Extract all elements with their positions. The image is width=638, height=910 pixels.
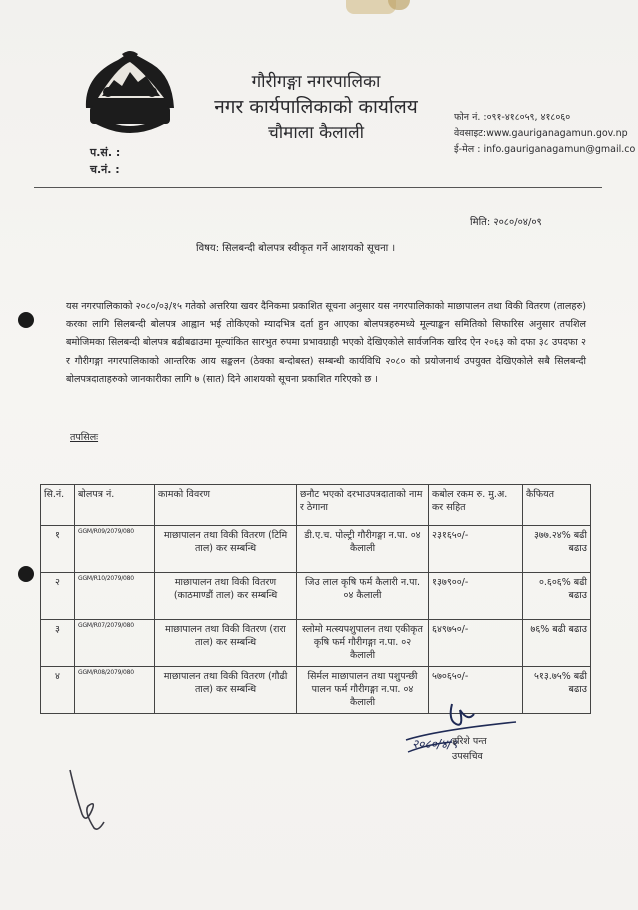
office-name: नगर कार्यपालिकाको कार्यालय (214, 96, 418, 118)
cell-amount: ५७०६५०/- (429, 667, 523, 714)
cell-bid-no: GGM/R09/2079/080 (75, 526, 155, 573)
cell-sn: ४ (41, 667, 75, 714)
cell-work: माछापालन तथा विकी वितरण (गौढी ताल) कर सम्बन्धि (155, 667, 297, 714)
contact-block (454, 110, 635, 158)
signature-date: २०८०/४/९ (412, 737, 458, 751)
signatory-block (452, 734, 487, 764)
document-date: मिति: २०८०/०४/०९ (470, 217, 542, 228)
cell-work: माछापालन तथा विकी वितरण (रारा ताल) कर सम्बन्धि (155, 620, 297, 667)
cell-remark: ५१३.७५% बढी बढाउ (523, 667, 591, 714)
cell-remark: ०.६०६% बढी बढाउ (523, 573, 591, 620)
reference-numbers (90, 144, 120, 178)
cell-sn: ३ (41, 620, 75, 667)
cell-sn: २ (41, 573, 75, 620)
cell-bidder: डी.ए.च. पोल्ट्री गौरीगङ्गा न.पा. ०४ कैलाली (297, 526, 429, 573)
office-heading (196, 70, 436, 146)
signatory-name: हरिशे पन्त (452, 736, 487, 747)
signatory-title: उपसचिव (452, 751, 483, 762)
cell-sn: १ (41, 526, 75, 573)
cell-bidder: स्लोमो मत्स्यपशुपालन तथा एकीकृत कृषि फर्म गौरीगङ्गा न.पा. ०२ कैलाली (297, 620, 429, 667)
cell-remark: ७६% बढी बढाउ (523, 620, 591, 667)
municipality-name: गौरीगङ्गा नगरपालिका (251, 72, 381, 92)
website[interactable]: वेवसाइट:www.gauriganagamun.gov.np (454, 128, 628, 139)
bid-table (40, 484, 591, 714)
cell-amount: १३७९००/- (429, 573, 523, 620)
table-row (41, 620, 591, 667)
table-row (41, 573, 591, 620)
cell-amount: ६४९७५०/- (429, 620, 523, 667)
notice-body: यस नगरपालिकाको २०८०/०३/१५ गतेको अत्तरिया खवर दैनिकमा प्रकाशित सूचना अनुसार यस नगरपालिकाको माछापालन तथा विकी वितरण (तालहरु) करका लागि सिलबन्दी बोलपत्र आह्वान भई तोकिएको म्यादभित्र दर्ता हुन आएका बोलपत्रहरुमध्ये मूल्याङ्कन समितिको सिफारिस अनुसार तपशिल बमोजिमका सिलबन्दी बोलपत्र बढीबढाउमा मूल्यांकित सारभुत रुपमा प्रभावग्राही भएको देखिएकोले सार्वजनिक खरिद ऐन २०६३ को दफा ३८ उपदफा २ र गौरीगङ्गा नगरपालिकाको आन्तरिक आय सङ्कलन (ठेक्का बन्दोबस्त) सम्बन्धी कार्यविधि २०८० को प्रयोजनार्थ उपयुक्त देखिएकोले सबै सिलबन्दी बोलपत्रदाताहरुको जानकारीका लागि ७ (सात) दिने आशयको सूचना प्रकाशित गरिएको छ । (66, 301, 586, 385)
cell-work: माछापालन तथा विकी वितरण (काठमाण्डौं ताल) कर सम्बन्धि (155, 573, 297, 620)
header-bidder: छनौट भएको दरभाउपत्रदाताको नाम र ठेगाना (297, 485, 429, 526)
header-sn: सि.नं. (41, 485, 75, 526)
cell-bid-no: GGM/R08/2079/080 (75, 667, 155, 714)
office-location: चौमाला कैलाली (267, 123, 364, 143)
details-label: तपसिलः (70, 432, 99, 443)
phone-number: फोन नं. :०९१-४१८०५९, ४१८०६० (454, 112, 571, 123)
header-bid-no: बोलपत्र नं. (75, 485, 155, 526)
header-divider (34, 187, 602, 188)
cell-remark: ३७७.२४% बढी बढाउ (523, 526, 591, 573)
handwritten-mark-icon (62, 766, 112, 836)
subject-line: विषय: सिलबन्दी बोलपत्र स्वीकृत गर्ने आशयको सूचना । (196, 243, 396, 254)
punch-hole-bottom (18, 566, 34, 582)
table-header-row (41, 485, 591, 526)
email[interactable]: ई-मेल : info.gauriganagamun@gmail.co (454, 144, 636, 155)
table-row (41, 526, 591, 573)
cell-amount: २३१६५०/- (429, 526, 523, 573)
header-remark: कैफियत (523, 485, 591, 526)
cell-bid-no: GGM/R10/2079/080 (75, 573, 155, 620)
municipality-emblem-icon (78, 46, 182, 142)
punch-hole-top (18, 312, 34, 328)
dispatch-number: च.नं. : (90, 163, 120, 176)
cell-bidder: सिर्मल माछापालन तथा पशुपन्छी पालन फर्म गौरीगङ्गा न.पा. ०४ कैलाली (297, 667, 429, 714)
cell-bidder: जिउ लाल कृषि फर्म कैलारी न.पा. ०४ कैलाली (297, 573, 429, 620)
cell-work: माछापालन तथा विकी वितरण (टिमि ताल) कर सम्बन्धि (155, 526, 297, 573)
header-work: कामको विवरण (155, 485, 297, 526)
cell-bid-no: GGM/R07/2079/080 (75, 620, 155, 667)
header-amount: कबोल रकम रु. मु.अ. कर सहित (429, 485, 523, 526)
letter-number: प.सं. : (90, 146, 121, 159)
